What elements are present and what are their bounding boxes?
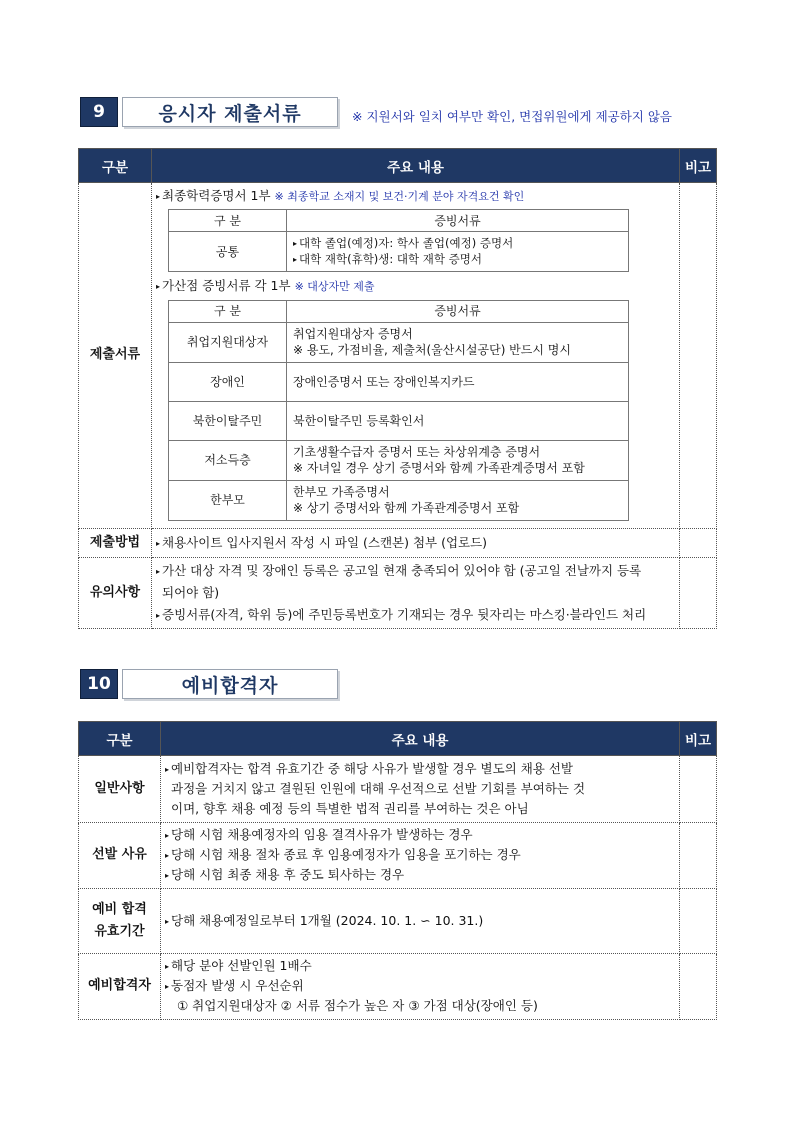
list-item: ▸ 예비합격자는 합격 유효기간 중 해당 사유가 발생할 경우 별도의 채용 선발 (165, 759, 675, 779)
row-remark (680, 889, 717, 954)
section-number: 9 (80, 97, 118, 127)
doc-line: ▸ 대학 졸업(예정)자: 학사 졸업(예정) 증명서 (293, 236, 622, 252)
doc-list (287, 322, 629, 362)
header-content: 주요 내용 (152, 149, 680, 183)
table-row (169, 480, 629, 520)
row-remark (680, 954, 717, 1020)
list-item: ▸ 당해 시험 채용 절차 종료 후 임용예정자가 임용을 포기하는 경우 (165, 845, 675, 865)
doc-line: 한부모 가족증명서 (293, 485, 390, 500)
doc-type: 공통 (169, 232, 287, 272)
table-row-method (79, 528, 717, 557)
table-row (169, 232, 629, 272)
row-remark (680, 557, 717, 629)
doc-line: ※ 상기 증명서와 함께 가족관계증명서 포함 (293, 501, 520, 516)
list-item: ▸ 증빙서류(자격, 학위 등)에 주민등록번호가 기재되는 경우 뒷자리는 마스킹·블라인드 처리 (156, 604, 675, 626)
section-10-header (80, 669, 720, 699)
doc-list (287, 440, 629, 480)
inner-header-row (169, 210, 629, 232)
list-item: ▸ 가산 대상 자격 및 장애인 등록은 공고일 현재 충족되어 있어야 함 (공고일 전날까지 등록 (156, 560, 675, 582)
table-row-general (79, 756, 717, 823)
section-title: 예비합격자 (122, 669, 338, 699)
doc-line: 취업지원대상자 증명서 (293, 327, 413, 342)
table-row (169, 440, 629, 480)
doc-type: 북한이탈주민 (169, 401, 287, 440)
list-item: ▸ 가산점 증빙서류 각 1부 ※ 대상자만 제출 (156, 276, 675, 295)
section-note: ※ 지원서와 일치 여부만 확인, 면접위원에게 제공하지 않음 (352, 109, 672, 124)
inner-header-type: 구 분 (169, 210, 287, 232)
row-remark (680, 528, 717, 557)
doc-line: ▸ 대학 재학(휴학)생: 대학 재학 증명서 (293, 252, 622, 268)
table-row-reason (79, 823, 717, 889)
table-row-submit-docs (79, 183, 717, 529)
row-content (152, 557, 680, 629)
doc-list (287, 401, 629, 440)
priority-order: ① 취업지원대상자 ② 서류 점수가 높은 자 ③ 가점 대상(장애인 등) (177, 998, 538, 1013)
list-item: ▸ 최종학력증명서 1부 ※ 최종학교 소재지 및 보건·기계 분야 자격요건 확인 (156, 186, 675, 205)
bonus-docs-table (168, 300, 629, 521)
education-docs-table (168, 209, 629, 272)
item-note: ※ 대상자만 제출 (294, 280, 375, 294)
row-content (161, 954, 680, 1020)
category-line: 예비 합격 (92, 901, 147, 917)
table-header-row (79, 722, 717, 756)
row-content (161, 823, 680, 889)
list-item: ▸ 채용사이트 입사지원서 작성 시 파일 (스캔본) 첨부 (업로드) (156, 533, 675, 552)
table-row (169, 401, 629, 440)
list-item: ▸ 당해 시험 채용예정자의 임용 결격사유가 발생하는 경우 (165, 825, 675, 845)
reserve-candidates-table (78, 721, 717, 1020)
doc-line: 기초생활수급자 증명서 또는 차상위계층 증명서 (293, 445, 541, 460)
row-remark (680, 183, 717, 529)
row-content (161, 889, 680, 954)
header-content: 주요 내용 (161, 722, 680, 756)
row-category: 예비합격자 (79, 954, 161, 1020)
section-title: 응시자 제출서류 (122, 97, 338, 127)
doc-list (287, 480, 629, 520)
table-row (169, 322, 629, 362)
section-number: 10 (80, 669, 118, 699)
row-category: 유의사항 (79, 557, 152, 629)
doc-line: ※ 용도, 가점비율, 제출처(울산시설공단) 반드시 명시 (293, 343, 571, 358)
inner-header-docs: 증빙서류 (287, 210, 629, 232)
row-category: 제출서류 (79, 183, 152, 529)
list-item-continued: 과정을 거치지 않고 결원된 인원에 대해 우선적으로 선발 기회를 부여하는 것 (171, 780, 586, 796)
list-item-continued: 되어야 함) (162, 584, 220, 600)
inner-header-row (169, 300, 629, 322)
category-line: 유효기간 (94, 924, 145, 939)
list-item: ▸ 당해 시험 최종 채용 후 중도 퇴사하는 경우 (165, 865, 675, 885)
inner-header-docs: 증빙서류 (287, 300, 629, 322)
header-remark: 비고 (680, 722, 717, 756)
table-row-reserve (79, 954, 717, 1020)
table-row-notes (79, 557, 717, 629)
doc-type: 저소득층 (169, 440, 287, 480)
list-item-continued: 이며, 향후 채용 예정 등의 특별한 법적 권리를 부여하는 것은 아님 (171, 800, 529, 816)
row-content (161, 756, 680, 823)
list-item: ▸ 해당 분야 선발인원 1배수 (165, 956, 675, 976)
row-category: 제출방법 (79, 528, 152, 557)
doc-line: ※ 자녀일 경우 상기 증명서와 함께 가족관계증명서 포함 (293, 461, 585, 476)
row-content (152, 528, 680, 557)
doc-type: 장애인 (169, 362, 287, 401)
header-category: 구분 (79, 722, 161, 756)
doc-line: 북한이탈주민 등록확인서 (293, 413, 425, 428)
list-item: ▸ 동점자 발생 시 우선순위 (165, 976, 675, 996)
table-header-row (79, 149, 717, 183)
row-remark (680, 823, 717, 889)
list-item: ▸ 당해 채용예정일로부터 1개월 (2024. 10. 1. ∽ 10. 31.) (165, 911, 675, 930)
doc-list (287, 232, 629, 272)
section-9-header (80, 97, 720, 127)
doc-type: 한부모 (169, 480, 287, 520)
row-category (79, 889, 161, 954)
table-row-validity (79, 889, 717, 954)
submission-docs-table (78, 148, 717, 629)
header-category: 구분 (79, 149, 152, 183)
item-note: ※ 최종학교 소재지 및 보건·기계 분야 자격요건 확인 (274, 190, 525, 203)
header-remark: 비고 (680, 149, 717, 183)
row-content (152, 183, 680, 529)
doc-list (287, 362, 629, 401)
table-row (169, 362, 629, 401)
doc-type: 취업지원대상자 (169, 322, 287, 362)
inner-header-type: 구 분 (169, 300, 287, 322)
row-category: 일반사항 (79, 756, 161, 823)
row-category: 선발 사유 (79, 823, 161, 889)
row-remark (680, 756, 717, 823)
doc-line: 장애인증명서 또는 장애인복지카드 (293, 374, 475, 389)
